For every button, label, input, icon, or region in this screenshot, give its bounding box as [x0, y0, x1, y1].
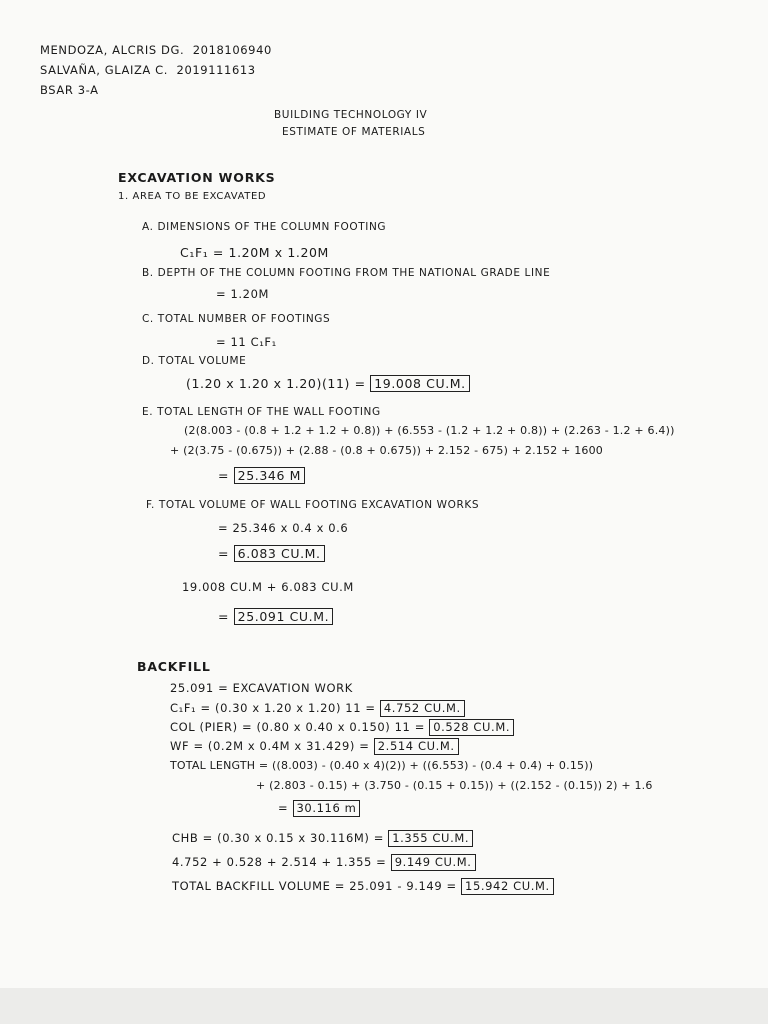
student-line-1 — [40, 43, 272, 57]
item-d-row — [186, 375, 470, 392]
document-title: BUILDING TECHNOLOGY IV — [274, 109, 428, 121]
item-e-row — [218, 467, 305, 484]
backfill-wf-result: 2.514 CU.M. — [374, 738, 459, 755]
item-c-value: = 11 C₁F₁ — [216, 335, 277, 349]
item-c-label: C. TOTAL NUMBER OF FOOTINGS — [142, 313, 331, 325]
backfill-total-row — [172, 878, 554, 895]
page-bottom-shadow — [0, 988, 768, 1024]
item-d-label: D. TOTAL VOLUME — [142, 355, 247, 367]
excavation-sum-equals: = — [218, 609, 230, 624]
backfill-col-row — [170, 719, 514, 736]
item-d-formula: (1.20 x 1.20 x 1.20)(11) = — [186, 376, 366, 391]
backfill-chb-formula: CHB = (0.30 x 0.15 x 30.116M) = — [172, 831, 384, 845]
item-f-label: F. TOTAL VOLUME OF WALL FOOTING EXCAVATION WORKS — [146, 499, 480, 511]
item-f-equals: = — [218, 546, 230, 561]
backfill-cf-formula: C₁F₁ = (0.30 x 1.20 x 1.20) 11 = — [170, 701, 376, 715]
item-e-equals: = — [218, 468, 230, 483]
backfill-cf-result: 4.752 CU.M. — [380, 700, 465, 717]
item-a-label: A. DIMENSIONS OF THE COLUMN FOOTING — [142, 221, 387, 233]
section-label: BSAR 3-A — [40, 83, 99, 97]
item-e-line-2: + (2(3.75 - (0.675)) + (2.88 - (0.8 + 0.675)) + 2.152 - 675) + 2.152 + 1600 — [170, 444, 603, 457]
item-f-result: 6.083 CU.M. — [234, 545, 325, 562]
student-name-2: SALVAÑA, GLAIZA C. — [40, 63, 169, 77]
backfill-total-formula: TOTAL BACKFILL VOLUME = 25.091 - 9.149 = — [172, 879, 457, 893]
backfill-cf-row — [170, 700, 465, 717]
backfill-total-length-row — [278, 800, 360, 817]
excavation-subheading: 1. AREA TO BE EXCAVATED — [118, 191, 267, 202]
item-b-value: = 1.20M — [216, 287, 270, 301]
backfill-line-1: 25.091 = EXCAVATION WORK — [170, 681, 353, 695]
student-name-1: MENDOZA, ALCRIS DG. — [40, 43, 185, 57]
backfill-wf-row — [170, 738, 459, 755]
backfill-wf-formula: WF = (0.2M x 0.4M x 31.429) = — [170, 739, 370, 753]
item-f-row — [218, 545, 325, 562]
backfill-sum-result: 9.149 CU.M. — [391, 854, 476, 871]
excavation-sum-result: 25.091 CU.M. — [234, 608, 334, 625]
document-subtitle: ESTIMATE OF MATERIALS — [282, 126, 426, 138]
item-e-line-1: (2(8.003 - (0.8 + 1.2 + 1.2 + 0.8)) + (6.553 - (1.2 + 1.2 + 0.8)) + (2.263 - 1.2 + 6.4)) — [184, 424, 675, 437]
backfill-col-formula: COL (PIER) = (0.80 x 0.40 x 0.150) 11 = — [170, 720, 425, 734]
backfill-chb-row — [172, 830, 473, 847]
backfill-col-result: 0.528 CU.M. — [429, 719, 514, 736]
backfill-total-length-line-2: + (2.803 - 0.15) + (3.750 - (0.15 + 0.15)) + ((2.152 - (0.15)) 2) + 1.6 — [256, 779, 653, 792]
backfill-total-length-equals: = — [278, 801, 289, 815]
excavation-heading: EXCAVATION WORKS — [118, 170, 276, 185]
item-e-result: 25.346 M — [234, 467, 305, 484]
student-line-2 — [40, 63, 256, 77]
student-id-2: 2019111613 — [176, 63, 256, 77]
item-e-label: E. TOTAL LENGTH OF THE WALL FOOTING — [142, 406, 381, 418]
student-id-1: 2018106940 — [192, 43, 272, 57]
backfill-chb-result: 1.355 CU.M. — [388, 830, 473, 847]
item-a-value: C₁F₁ = 1.20M x 1.20M — [180, 245, 329, 260]
backfill-total-result: 15.942 CU.M. — [461, 878, 554, 895]
item-b-label: B. DEPTH OF THE COLUMN FOOTING FROM THE NATIONAL GRADE LINE — [142, 267, 551, 279]
item-f-formula: = 25.346 x 0.4 x 0.6 — [218, 521, 349, 535]
backfill-total-length-result: 30.116 m — [293, 800, 361, 817]
excavation-sum-row — [218, 608, 333, 625]
excavation-sum-line: 19.008 CU.M + 6.083 CU.M — [182, 580, 354, 594]
backfill-heading: BACKFILL — [137, 659, 211, 674]
backfill-sum-formula: 4.752 + 0.528 + 2.514 + 1.355 = — [172, 855, 387, 869]
item-d-result: 19.008 CU.M. — [370, 375, 470, 392]
backfill-total-length-line-1: TOTAL LENGTH = ((8.003) - (0.40 x 4)(2)) + ((6.553) - (0.4 + 0.4) + 0.15)) — [170, 759, 594, 772]
backfill-sum-row — [172, 854, 476, 871]
